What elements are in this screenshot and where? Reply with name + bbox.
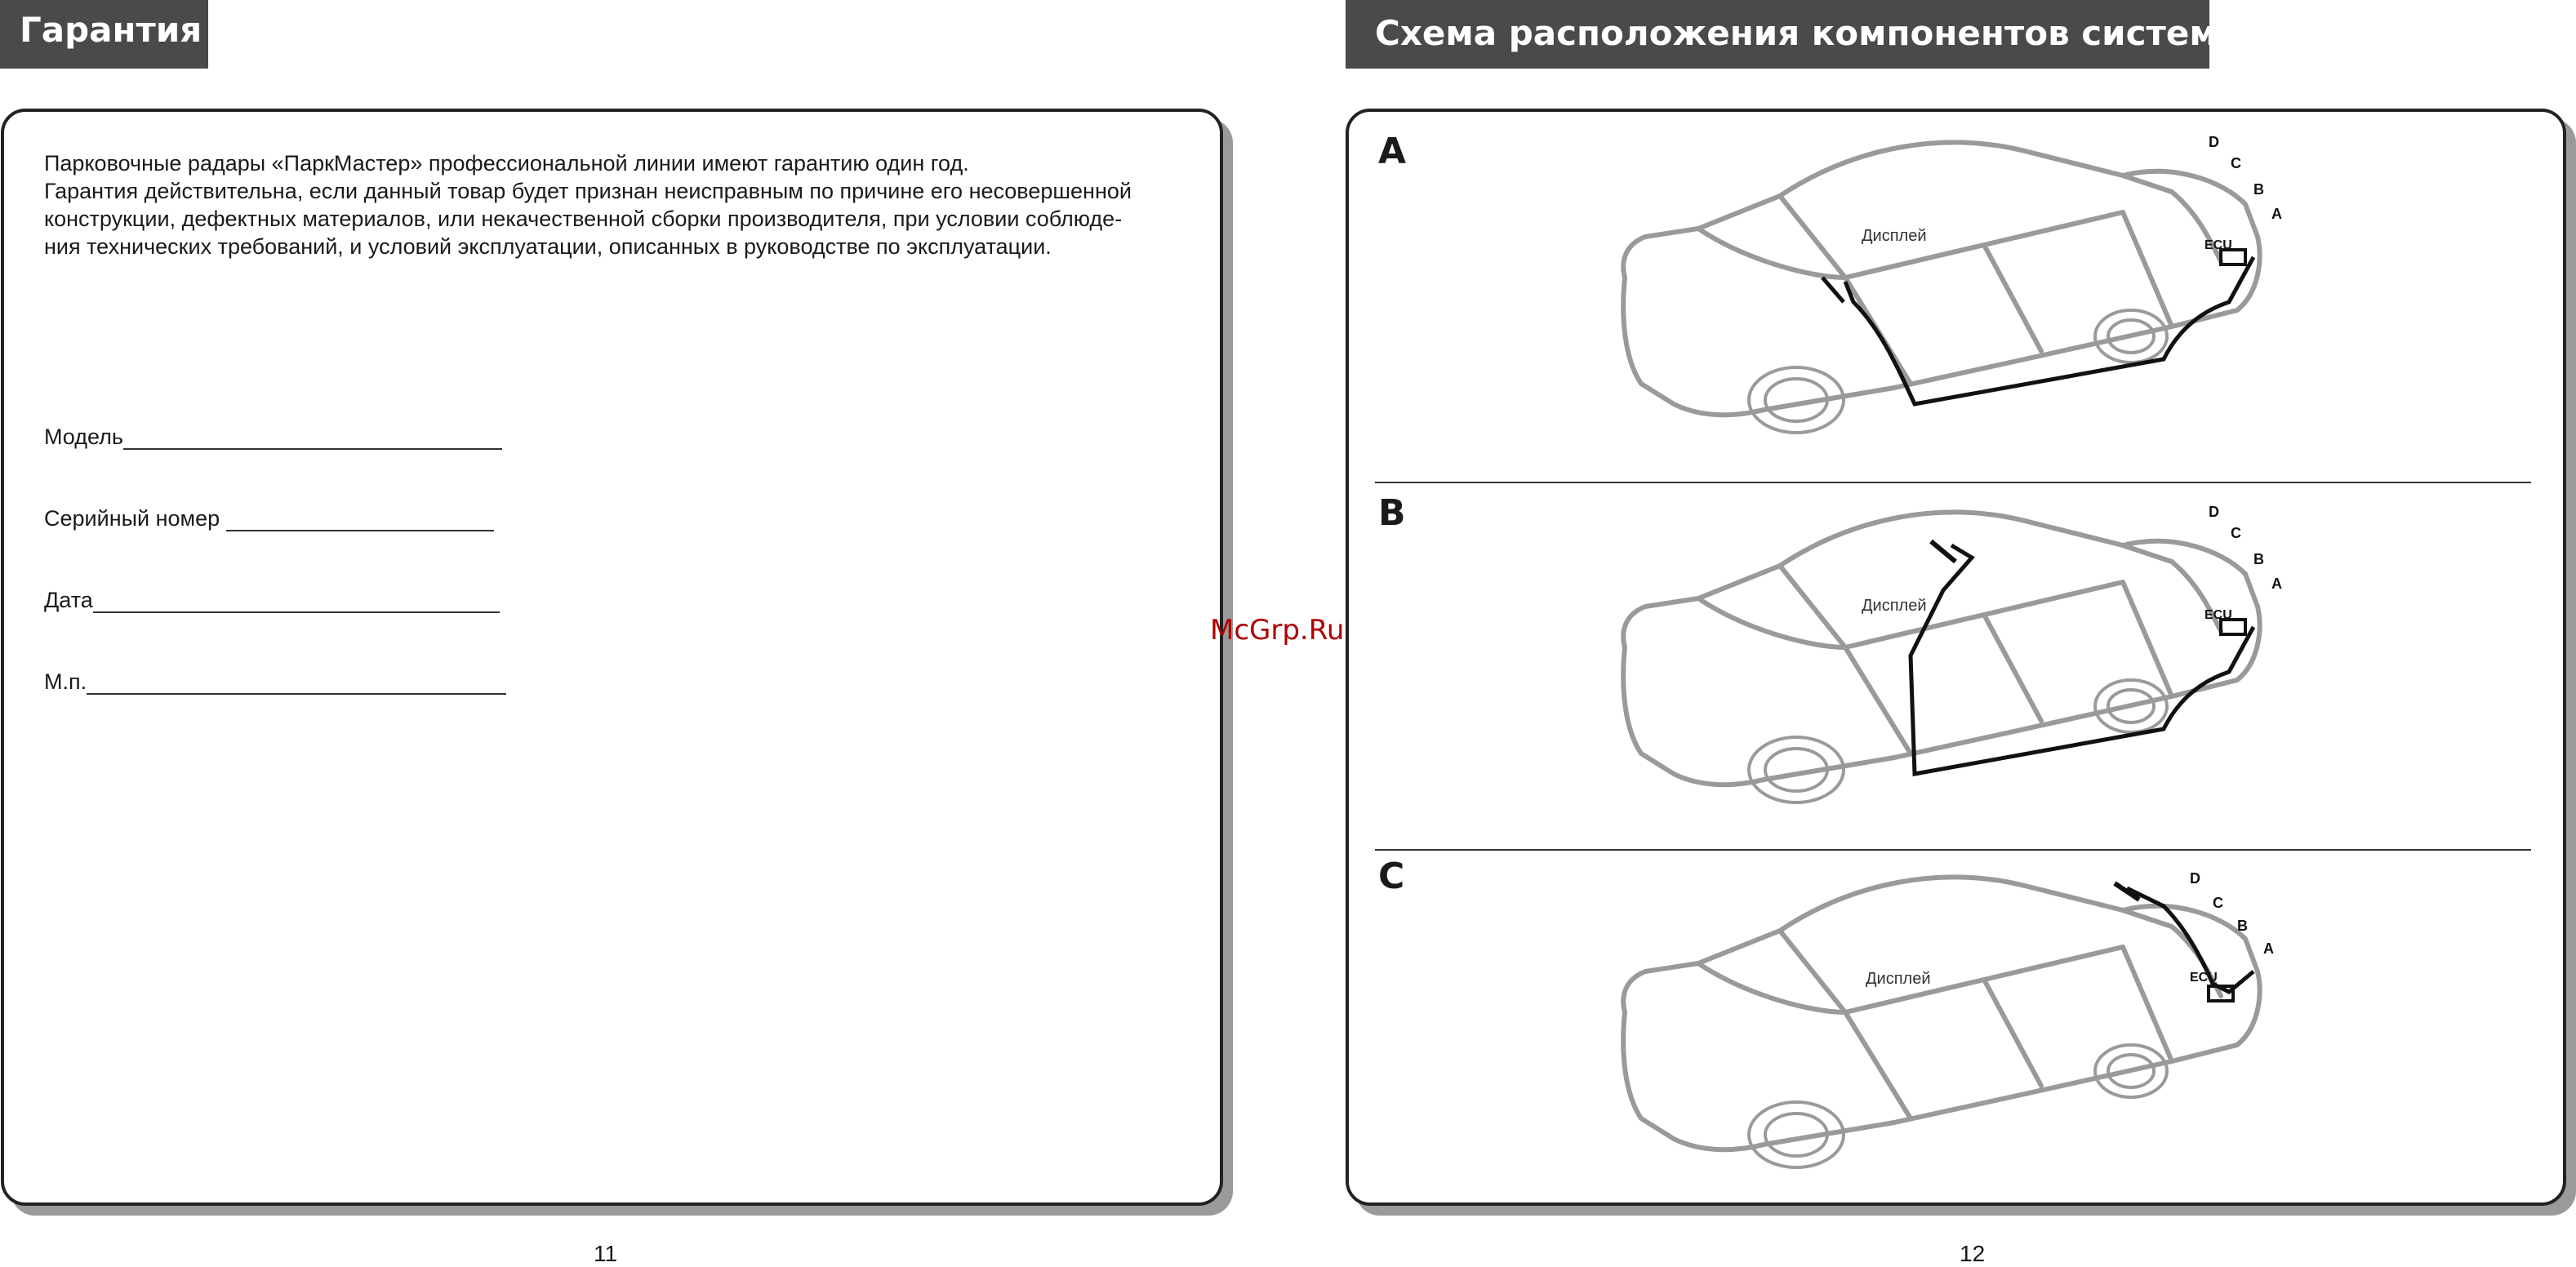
stamp-line[interactable] [87, 672, 506, 695]
date-label: Дата [44, 588, 93, 612]
display-wire [1822, 278, 1844, 302]
page-number-right: 12 [1960, 1241, 1986, 1266]
warranty-line-1: Парковочные радары «ПаркМастер» профессиональной линии имеют гарантию один год. [44, 151, 969, 176]
car-diagram-a [1600, 114, 2294, 465]
model-input-line[interactable] [123, 427, 502, 450]
ecu-label-c: ECU [2190, 971, 2218, 985]
scheme-header: Схема расположения компонентов системы [1346, 0, 2209, 69]
date-field [44, 588, 500, 613]
wire-route [1845, 257, 2253, 404]
serial-input-line[interactable] [226, 509, 494, 531]
warranty-line-4: ния технических требований, и условий эксплуатации, описанных в руководстве по эксплуатации. [44, 234, 1052, 259]
car-body-outline [1623, 142, 2259, 415]
sensor-label-c: C [2231, 525, 2241, 541]
display-unit [1931, 541, 1955, 562]
serial-field [44, 506, 494, 531]
section-letter-c: C [1378, 856, 1405, 897]
date-input-line[interactable] [93, 590, 500, 613]
sensor-label-a: A [2271, 206, 2282, 222]
car-diagram-c [1600, 849, 2294, 1200]
watermark: McGrp.Ru [1210, 614, 1345, 647]
sensor-label-a: A [2263, 940, 2274, 957]
section-letter-a: A [1378, 131, 1407, 172]
sensor-label-d: D [2209, 134, 2219, 150]
sensor-label-b: B [2253, 551, 2264, 567]
section-divider [1375, 482, 2531, 483]
model-field [44, 425, 502, 450]
sensor-label-c: C [2231, 155, 2241, 171]
display-label-a: Дисплей [1862, 227, 1927, 245]
ecu-label-a: ECU [2205, 238, 2232, 252]
page-number-left: 11 [594, 1241, 618, 1266]
display-label-c: Дисплей [1866, 970, 1931, 988]
warranty-line-3: конструкции, дефектных материалов, или некачественной сборки производителя, при условии соблюде- [44, 207, 1123, 231]
serial-label: Серийный номер [44, 506, 220, 531]
stamp-field [44, 669, 506, 695]
wire-route [1911, 545, 2253, 774]
sensor-label-b: B [2237, 918, 2248, 934]
sensor-label-c: C [2213, 895, 2223, 911]
warranty-line-2: Гарантия действительна, если данный товар будет признан неисправным по причине его несовершенной [44, 179, 1132, 203]
model-label: Модель [44, 425, 123, 449]
section-letter-b: B [1378, 492, 1406, 534]
warranty-panel [1, 109, 1223, 1206]
sensor-label-d: D [2190, 870, 2200, 887]
sensor-label-b: B [2253, 181, 2264, 198]
ecu-label-b: ECU [2205, 608, 2232, 622]
display-label-b: Дисплей [1862, 597, 1927, 615]
car-body-outline [1623, 877, 2259, 1149]
sensor-label-d: D [2209, 504, 2219, 520]
warranty-header: Гарантия [0, 0, 208, 69]
warranty-text [44, 149, 1187, 260]
car-diagram-b [1600, 484, 2294, 835]
sensor-label-a: A [2271, 576, 2282, 592]
stamp-label: М.п. [44, 669, 87, 694]
